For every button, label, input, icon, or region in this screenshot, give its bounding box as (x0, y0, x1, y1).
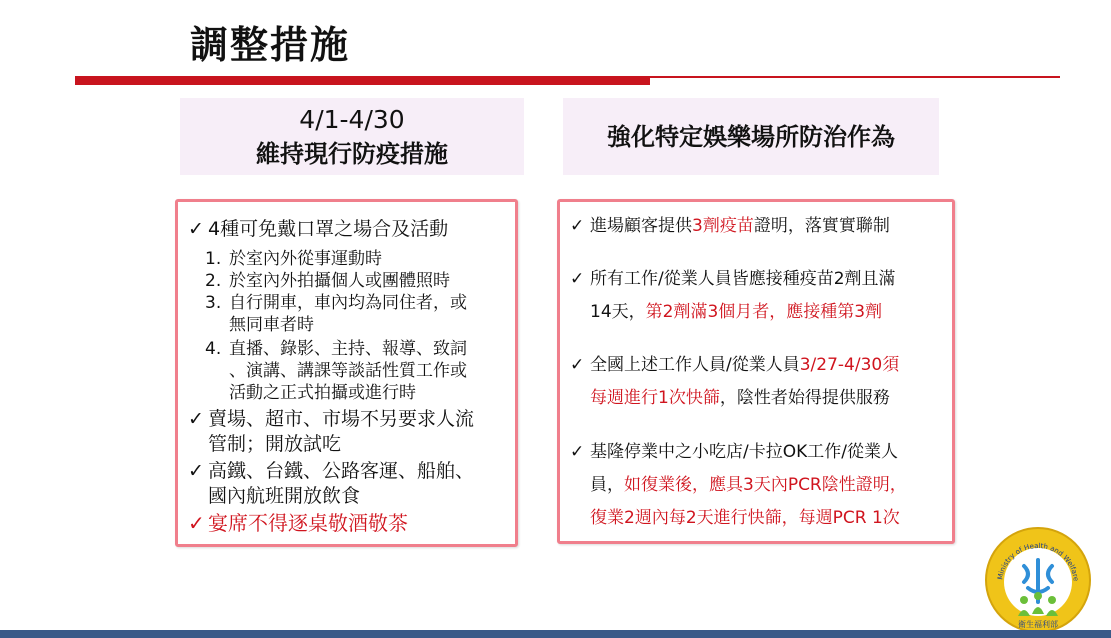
page-title: 調整措施 (190, 23, 351, 67)
logo-bottom-text: 衛生福利部 (1018, 620, 1058, 629)
check-icon: ✓ (188, 460, 204, 482)
sub-item-4-cont1: 、演講、講課等談話性質工作或 (229, 361, 467, 381)
check-icon: ✓ (188, 408, 204, 430)
right-item-rapid-test-cont: 每週進行1次快篩，陰性者始得提供服務 (590, 388, 890, 408)
right-section-header (563, 98, 939, 175)
title-underline-thin (650, 76, 1060, 78)
check-icon: ✓ (570, 216, 585, 236)
footer-bar (0, 630, 1111, 638)
right-item-keelung-cont2: 復業2週內每2天進行快篩，每週PCR 1次 (590, 508, 900, 528)
check-icon: ✓ (188, 218, 204, 240)
sub-item-2: 2. 於室內外拍攝個人或團體照時 (205, 271, 450, 291)
sub-item-3: 3. 自行開車，車內均為同住者，或 (205, 293, 467, 313)
left-item-markets-cont: 管制；開放試吃 (208, 433, 342, 455)
right-item-staff-vaccine-cont: 14天，第2劑滿3個月者，應接種第3劑 (590, 302, 883, 322)
sub-item-3-cont: 無同車者時 (229, 315, 314, 335)
left-item-transport-cont: 國內航班開放飲食 (208, 485, 361, 507)
left-header-date-range: 4/1-4/30 (299, 104, 405, 134)
right-item-keelung-cont1: 員，如復業後，應具3天內PCR陰性證明， (590, 475, 907, 495)
right-item-vaccine-proof: ✓ 進場顧客提供3劑疫苗證明，落實實聯制 (570, 216, 890, 236)
left-item-banquet: ✓ 宴席不得逐桌敬酒敬茶 (188, 511, 408, 535)
right-item-staff-vaccine: ✓ 所有工作/從業人員皆應接種疫苗2劑且滿 (570, 269, 896, 289)
left-measures-box (175, 199, 518, 547)
check-icon: ✓ (570, 269, 585, 289)
left-item-mask-exemptions: ✓ 4種可免戴口罩之場合及活動 (188, 218, 449, 240)
logo-arc-text: Ministry of Health and Welfare (996, 541, 1080, 582)
sub-item-1: 1. 於室內外從事運動時 (205, 249, 382, 269)
left-section-header (180, 98, 524, 175)
left-header-subtitle: 維持現行防疫措施 (256, 139, 448, 168)
ministry-logo (984, 526, 1092, 634)
right-header-title: 強化特定娛樂場所防治作為 (607, 122, 895, 151)
check-icon: ✓ (188, 511, 205, 535)
title-underline-thick (75, 76, 650, 85)
check-icon: ✓ (570, 355, 585, 375)
check-icon: ✓ (570, 442, 585, 462)
right-item-rapid-test: ✓ 全國上述工作人員/從業人員3/27-4/30須 (570, 355, 900, 375)
left-item-markets: ✓ 賣場、超市、市場不另要求人流 (188, 408, 475, 430)
sub-item-4-cont2: 活動之正式拍攝或進行時 (229, 383, 416, 403)
right-measures-box (557, 199, 955, 544)
left-item-transport: ✓ 高鐵、台鐵、公路客運、船舶、 (188, 460, 475, 482)
right-item-keelung: ✓ 基隆停業中之小吃店/卡拉OK工作/從業人 (570, 442, 898, 462)
sub-item-4: 4. 直播、錄影、主持、報導、致詞 (205, 339, 467, 359)
